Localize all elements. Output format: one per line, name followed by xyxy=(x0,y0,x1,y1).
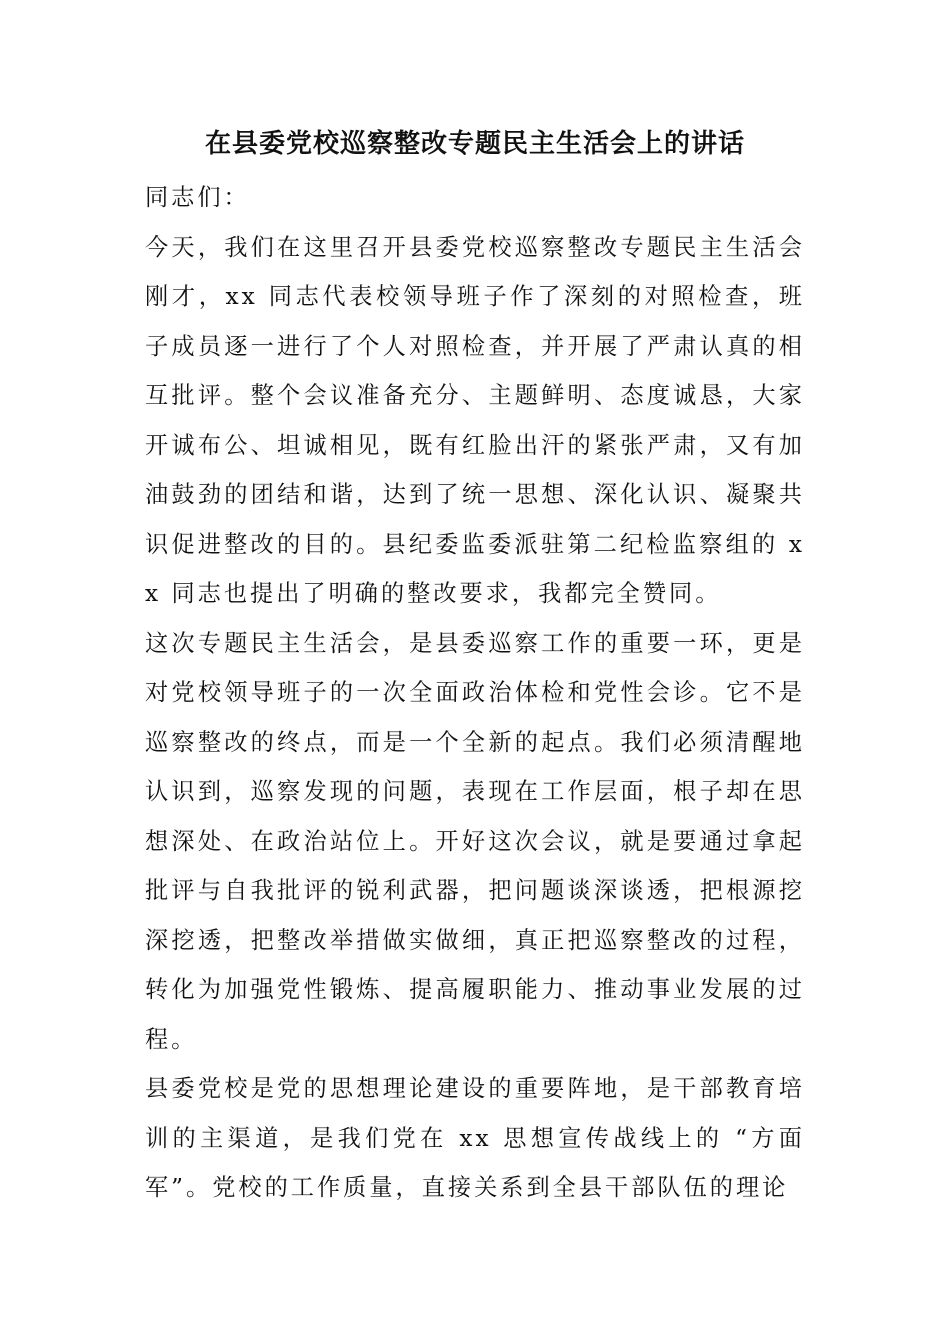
paragraph-3: 县委党校是党的思想理论建设的重要阵地，是干部教育培训的主渠道，是我们党在 xx 思想宣传战线上的 “方面军”。党校的工作质量，直接关系到全县干部队伍的理论 xyxy=(145,1075,805,1201)
paragraph-2: 这次专题民主生活会，是县委巡察工作的重要一环，更是对党校领导班子的一次全面政治体检和党性会诊。它不是巡察整改的终点，而是一个全新的起点。我们必须清醒地认识到，巡察发现的问题，表现在工作层面，根子却在思想深处、在政治站位上。开好这次会议，就是要通过拿起批评与自我批评的锐利武器，把问题谈深谈透，把根源挖深挖透，把整改举措做实做细，真正把巡察整改的过程，转化为加强党性锻炼、提高履职能力、推动事业发展的过程。 xyxy=(145,629,805,1053)
greeting: 同志们： xyxy=(145,184,250,211)
document-body xyxy=(145,173,805,1213)
paragraph-1: 今天，我们在这里召开县委党校巡察整改专题民主生活会刚才，xx 同志代表校领导班子作了深刻的对照检查，班子成员逐一进行了个人对照检查，并开展了严肃认真的相互批评。整个会议准备充分、主题鲜明、态度诚恳，大家开诚布公、坦诚相见，既有红脸出汗的紧张严肃，又有加油鼓劲的团结和谐，达到了统一思想、深化认识、凝聚共识促进整改的目的。县纪委监委派驻第二纪检监察组的 xx 同志也提出了明确的整改要求，我都完全赞同。 xyxy=(145,233,805,607)
document-title: 在县委党校巡察整改专题民主生活会上的讲话 xyxy=(204,129,745,159)
